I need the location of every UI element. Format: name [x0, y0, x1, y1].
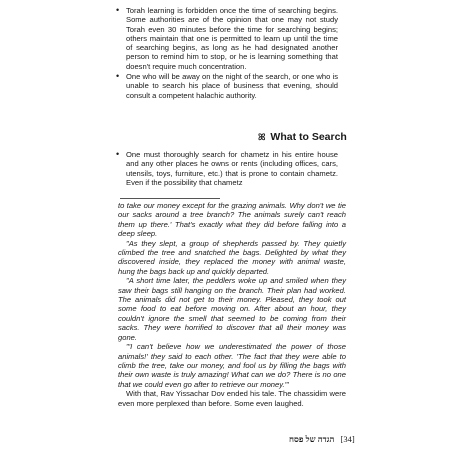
halacha-bullets-top: [116, 6, 338, 101]
story-text: [118, 201, 346, 408]
story-paragraph: "A short time later, the peddlers woke up and smiled when they saw their bags still hanging on the branch. Their plan had worked. The animals did not get to their money. Pleased, they took out some food to eat before moving on. After about an hour, they couldn't ignore the smell that seemed to be coming from their sacks. They were horrified to discover that all their money was gone.: [118, 276, 346, 342]
bullet-text: One who will be away on the night of the search, or one who is unable to search his place of business that evening, should consult a competent halachic authority.: [126, 72, 338, 100]
bullet-symbol: •: [116, 149, 120, 159]
bullet-text: Torah learning is forbidden once the time of searching begins. Some authorities are of the opinion that one may not study Torah even 30 minutes before the time for searching begins; others maintain that one is permitted to learn up until the time of searching begins, as long as he had designated another person to remind him to stop, or he is learning something that doesn't require much concentration.: [126, 6, 338, 71]
page-number: [34]: [340, 434, 355, 444]
bullet-item: [116, 150, 338, 187]
halacha-bullets-bottom: [116, 150, 338, 188]
story-paragraph: With that, Rav Yissachar Dov ended his tale. The chassidim were even more perplexed than before. Some even laughed.: [118, 389, 346, 408]
page-footer: [289, 434, 355, 444]
section-heading-text: What to Search: [270, 131, 347, 143]
footnote-divider: [120, 198, 220, 199]
story-paragraph: to take our money except for the grazing animals. Why don't we tie our sacks around a tree branch? The animals surely can't reach them up there.' That's exactly what they did before falling into a deep sleep.: [118, 201, 346, 239]
bullet-symbol: •: [116, 71, 120, 82]
bullet-symbol: •: [116, 5, 120, 15]
story-paragraph: "As they slept, a group of shepherds passed by. They quietly climbed the tree and snatched the bags. Delighted by what they discovered inside, they replaced the money with animal waste, hung the bags back up and quickly departed.: [118, 238, 346, 276]
bullet-text: One must thoroughly search for chametz in his entire house and any other places he owns or rents (including offices, cars, utensils, toys, furniture, etc.) that is prone to contain chametz. Even if the possibility that chametz: [126, 150, 338, 187]
ornament-icon: ꕤ: [258, 132, 266, 142]
story-paragraph: "'I can't believe how we underestimated the power of those animals!' they said to each other. 'The fact that they were able to climb the tree, take our money, and fool us by filling the bags with their own waste is truly amazing! What can we do? There is no one that we could even go after to retrieve our money.'": [118, 342, 346, 389]
section-heading: [258, 131, 347, 143]
bullet-item: [116, 72, 338, 100]
bullet-item: [116, 6, 338, 71]
book-title: הגדה של פסח: [289, 434, 335, 444]
